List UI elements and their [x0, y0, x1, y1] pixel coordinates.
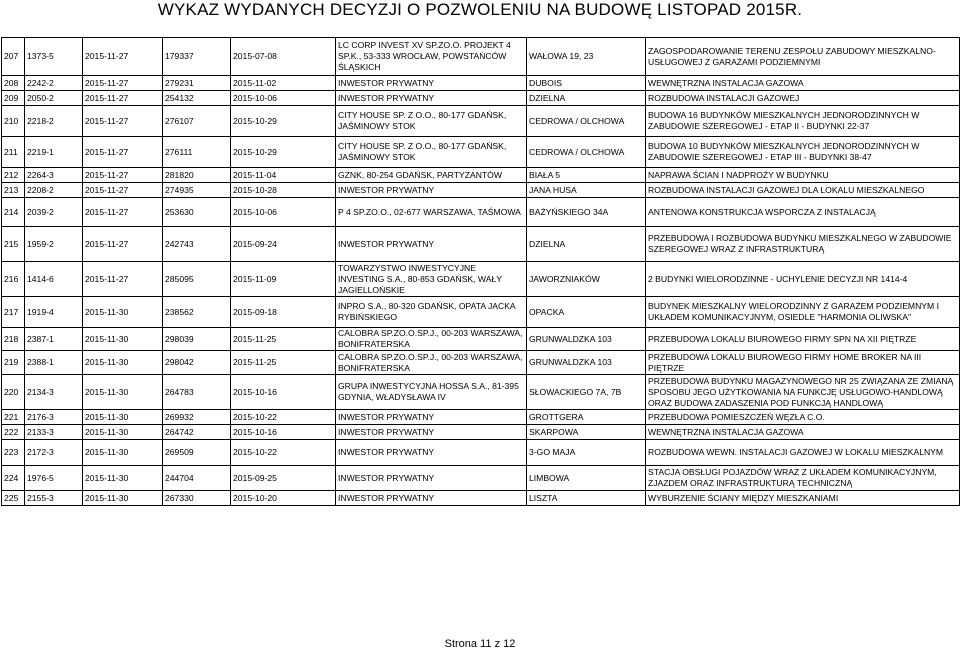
cell-decision-number: 298042	[163, 351, 231, 375]
cell-application-number: 2219-1	[25, 137, 83, 168]
cell-application-number: 2218-2	[25, 106, 83, 137]
cell-decision-number: 242743	[163, 227, 231, 262]
cell-address: JAWORZNIAKÓW	[527, 262, 646, 297]
cell-decision-date: 2015-11-27	[83, 137, 163, 168]
cell-lp: 222	[2, 425, 25, 440]
cell-decision-number: 238562	[163, 297, 231, 328]
table-row	[2, 227, 960, 262]
cell-investor: INWESTOR PRYWATNY	[336, 410, 527, 425]
cell-application-number: 2242-2	[25, 76, 83, 91]
cell-decision-date: 2015-11-27	[83, 183, 163, 198]
cell-application-number: 1414-6	[25, 262, 83, 297]
cell-investor: CALOBRA SP.ZO.O.SP.J., 00-203 WARSZAWA, BONIFRATERSKA	[336, 351, 527, 375]
cell-lp: 211	[2, 137, 25, 168]
cell-decision-date: 2015-11-27	[83, 262, 163, 297]
cell-investor: TOWARZYSTWO INWESTYCYJNE INVESTING S.A., 80-853 GDAŃSK, WAŁY JAGIELLOŃSKIE	[336, 262, 527, 297]
cell-application-date: 2015-11-25	[231, 328, 336, 351]
cell-lp: 219	[2, 351, 25, 375]
cell-lp: 220	[2, 375, 25, 410]
cell-decision-number: 253630	[163, 198, 231, 227]
cell-application-number: 2050-2	[25, 91, 83, 106]
cell-description: ROZBUDOWA INSTALACJI GAZOWEJ DLA LOKALU MIESZKALNEGO	[646, 183, 960, 198]
cell-address: OPACKA	[527, 297, 646, 328]
table-row	[2, 106, 960, 137]
cell-application-date: 2015-09-25	[231, 466, 336, 491]
cell-lp: 212	[2, 168, 25, 183]
cell-investor: INWESTOR PRYWATNY	[336, 183, 527, 198]
cell-lp: 209	[2, 91, 25, 106]
cell-investor: P 4 SP.ZO.O., 02-677 WARSZAWA, TAŚMOWA	[336, 198, 527, 227]
cell-application-number: 2387-1	[25, 328, 83, 351]
cell-lp: 223	[2, 440, 25, 466]
cell-decision-date: 2015-11-27	[83, 91, 163, 106]
cell-decision-date: 2015-11-30	[83, 328, 163, 351]
cell-decision-number: 274935	[163, 183, 231, 198]
cell-lp: 207	[2, 38, 25, 76]
cell-decision-date: 2015-11-27	[83, 168, 163, 183]
cell-lp: 225	[2, 491, 25, 506]
table-row	[2, 425, 960, 440]
cell-decision-date: 2015-11-27	[83, 38, 163, 76]
cell-investor: GRUPA INWESTYCYJNA HOSSA S.A., 81-395 GDYNIA, WŁADYSŁAWA IV	[336, 375, 527, 410]
cell-application-date: 2015-10-28	[231, 183, 336, 198]
cell-description: BUDOWA 10 BUDYNKÓW MIESZKALNYCH JEDNORODZINNYCH W ZABUDOWIE SZEREGOWEJ - ETAP III - BUDYNKI 38-47	[646, 137, 960, 168]
cell-description: WYBURZENIE ŚCIANY MIĘDZY MIESZKANIAMI	[646, 491, 960, 506]
cell-application-number: 2155-3	[25, 491, 83, 506]
cell-description: PRZEBUDOWA BUDYNKU MAGAZYNOWEGO NR 25 ZWIĄZANA ZE ZMIANĄ SPOSOBU JEGO UŻYTKOWANIA NA FUNKCJĘ USŁUGOWO-HANDLOWĄ ORAZ BUDOWA ZADASZENIA POD FUNKCJĄ HANDLOWĄ	[646, 375, 960, 410]
cell-decision-number: 264783	[163, 375, 231, 410]
page-title: WYKAZ WYDANYCH DECYZJI O POZWOLENIU NA BUDOWĘ LISTOPAD 2015R.	[157, 0, 803, 19]
cell-application-number: 2388-1	[25, 351, 83, 375]
cell-lp: 217	[2, 297, 25, 328]
cell-investor: INWESTOR PRYWATNY	[336, 466, 527, 491]
permits-table	[1, 37, 960, 506]
cell-decision-number: 276111	[163, 137, 231, 168]
cell-decision-date: 2015-11-27	[83, 106, 163, 137]
table-row	[2, 76, 960, 91]
cell-description: BUDYNEK MIESZKALNY WIELORODZINNY Z GARAŻEM PODZIEMNYM I UKŁADEM KOMUNIKACYJNYM, OSIEDLE "HARMONIA OLIWSKA"	[646, 297, 960, 328]
cell-description: PRZEBUDOWA I ROZBUDOWA BUDYNKU MIESZKALNEGO W ZABUDOWIE SZEREGOWEJ WRAZ Z INFRASTRUKTURĄ	[646, 227, 960, 262]
cell-description: WEWNĘTRZNA INSTALACJA GAZOWA	[646, 76, 960, 91]
cell-application-date: 2015-11-25	[231, 351, 336, 375]
cell-address: GRUNWALDZKA 103	[527, 328, 646, 351]
cell-application-date: 2015-10-06	[231, 198, 336, 227]
table-row	[2, 262, 960, 297]
cell-description: STACJA OBSŁUGI POJAZDÓW WRAZ Z UKŁADEM KOMUNIKACYJNYM, ZJAZDEM ORAZ INFRASTRUKTURĄ TECHNICZNĄ	[646, 466, 960, 491]
cell-address: GROTTGERA	[527, 410, 646, 425]
cell-description: PRZEBUDOWA LOKALU BIUROWEGO FIRMY HOME BROKER NA III PIĘTRZE	[646, 351, 960, 375]
cell-lp: 214	[2, 198, 25, 227]
cell-application-number: 2133-3	[25, 425, 83, 440]
cell-application-date: 2015-07-08	[231, 38, 336, 76]
cell-investor: INWESTOR PRYWATNY	[336, 91, 527, 106]
table-row	[2, 297, 960, 328]
cell-application-number: 2208-2	[25, 183, 83, 198]
cell-description: ANTENOWA KONSTRUKCJA WSPORCZA Z INSTALACJĄ	[646, 198, 960, 227]
cell-description: ZAGOSPODAROWANIE TERENU ZESPOŁU ZABUDOWY MIESZKALNO-USŁUGOWEJ Z GARAŻAMI PODZIEMNYMI	[646, 38, 960, 76]
cell-application-number: 2134-3	[25, 375, 83, 410]
cell-decision-date: 2015-11-30	[83, 440, 163, 466]
cell-lp: 208	[2, 76, 25, 91]
cell-application-number: 2039-2	[25, 198, 83, 227]
cell-decision-number: 285095	[163, 262, 231, 297]
table-row	[2, 137, 960, 168]
cell-address: DZIELNA	[527, 227, 646, 262]
cell-description: WEWNĘTRZNA INSTALACJA GAZOWA	[646, 425, 960, 440]
cell-investor: GZNK, 80-254 GDAŃSK, PARTYZANTÓW	[336, 168, 527, 183]
cell-address: BAŻYŃSKIEGO 34A	[527, 198, 646, 227]
table-row	[2, 91, 960, 106]
cell-application-date: 2015-10-29	[231, 106, 336, 137]
table-row	[2, 198, 960, 227]
cell-decision-number: 254132	[163, 91, 231, 106]
cell-decision-date: 2015-11-30	[83, 466, 163, 491]
cell-decision-date: 2015-11-30	[83, 425, 163, 440]
cell-decision-date: 2015-11-30	[83, 297, 163, 328]
cell-application-number: 1959-2	[25, 227, 83, 262]
cell-lp: 213	[2, 183, 25, 198]
cell-lp: 221	[2, 410, 25, 425]
cell-description: PRZEBUDOWA POMIESZCZEŃ WĘZŁA C.O.	[646, 410, 960, 425]
cell-address: BIAŁA 5	[527, 168, 646, 183]
cell-lp: 210	[2, 106, 25, 137]
cell-investor: INWESTOR PRYWATNY	[336, 425, 527, 440]
cell-decision-date: 2015-11-27	[83, 76, 163, 91]
cell-address: DZIELNA	[527, 91, 646, 106]
cell-decision-number: 267330	[163, 491, 231, 506]
cell-address: SKARPOWA	[527, 425, 646, 440]
cell-decision-date: 2015-11-27	[83, 198, 163, 227]
cell-decision-date: 2015-11-30	[83, 375, 163, 410]
page-footer: Strona 11 z 12	[444, 638, 516, 650]
cell-lp: 224	[2, 466, 25, 491]
cell-application-date: 2015-10-22	[231, 410, 336, 425]
cell-application-date: 2015-09-24	[231, 227, 336, 262]
table-row	[2, 491, 960, 506]
cell-decision-number: 281820	[163, 168, 231, 183]
cell-decision-number: 269932	[163, 410, 231, 425]
cell-application-number: 1919-4	[25, 297, 83, 328]
cell-application-date: 2015-10-22	[231, 440, 336, 466]
cell-address: LIMBOWA	[527, 466, 646, 491]
cell-application-date: 2015-11-04	[231, 168, 336, 183]
permits-table-body	[2, 38, 960, 506]
cell-address: JANA HUSA	[527, 183, 646, 198]
cell-decision-date: 2015-11-30	[83, 410, 163, 425]
cell-application-number: 1373-5	[25, 38, 83, 76]
cell-description: ROZBUDOWA WEWN. INSTALACJI GAZOWEJ W LOKALU MIESZKALNYM	[646, 440, 960, 466]
cell-decision-date: 2015-11-30	[83, 491, 163, 506]
cell-investor: CITY HOUSE SP. Z O.O., 80-177 GDAŃSK, JAŚMINOWY STOK	[336, 106, 527, 137]
table-row	[2, 183, 960, 198]
cell-description: BUDOWA 16 BUDYNKÓW MIESZKALNYCH JEDNORODZINNYCH W ZABUDOWIE SZEREGOWEJ - ETAP II - BUDYNKI 22-37	[646, 106, 960, 137]
cell-address: CEDROWA / OLCHOWA	[527, 106, 646, 137]
cell-decision-number: 244704	[163, 466, 231, 491]
cell-decision-date: 2015-11-30	[83, 351, 163, 375]
cell-application-number: 1976-5	[25, 466, 83, 491]
table-row	[2, 38, 960, 76]
table-row	[2, 351, 960, 375]
cell-lp: 218	[2, 328, 25, 351]
cell-lp: 216	[2, 262, 25, 297]
cell-address: DUBOIS	[527, 76, 646, 91]
cell-application-date: 2015-11-02	[231, 76, 336, 91]
cell-investor: CITY HOUSE SP. Z O.O., 80-177 GDAŃSK, JAŚMINOWY STOK	[336, 137, 527, 168]
cell-investor: LC CORP INVEST XV SP.ZO.O. PROJEKT 4 SP.K., 53-333 WROCŁAW, POWSTAŃCÓW ŚLĄSKICH	[336, 38, 527, 76]
cell-description: ROZBUDOWA INSTALACJI GAZOWEJ	[646, 91, 960, 106]
table-row	[2, 328, 960, 351]
cell-address: CEDROWA / OLCHOWA	[527, 137, 646, 168]
cell-investor: CALOBRA SP.ZO.O.SP.J., 00-203 WARSZAWA, BONIFRATERSKA	[336, 328, 527, 351]
cell-address: SŁOWACKIEGO 7A, 7B	[527, 375, 646, 410]
cell-description: NAPRAWA ŚCIAN I NADPROŻY W BUDYNKU	[646, 168, 960, 183]
cell-lp: 215	[2, 227, 25, 262]
table-row	[2, 168, 960, 183]
cell-investor: INPRO S.A., 80-320 GDAŃSK, OPATA JACKA RYBIŃSKIEGO	[336, 297, 527, 328]
cell-application-number: 2176-3	[25, 410, 83, 425]
cell-decision-date: 2015-11-27	[83, 227, 163, 262]
cell-address: WAŁOWA 19, 23	[527, 38, 646, 76]
cell-decision-number: 264742	[163, 425, 231, 440]
table-row	[2, 410, 960, 425]
cell-decision-number: 179337	[163, 38, 231, 76]
cell-investor: INWESTOR PRYWATNY	[336, 227, 527, 262]
cell-application-date: 2015-11-09	[231, 262, 336, 297]
cell-application-number: 2264-3	[25, 168, 83, 183]
table-row	[2, 466, 960, 491]
cell-investor: INWESTOR PRYWATNY	[336, 76, 527, 91]
cell-application-date: 2015-10-29	[231, 137, 336, 168]
cell-address: 3-GO MAJA	[527, 440, 646, 466]
cell-application-number: 2172-3	[25, 440, 83, 466]
cell-application-date: 2015-10-06	[231, 91, 336, 106]
cell-application-date: 2015-10-16	[231, 375, 336, 410]
cell-application-date: 2015-10-16	[231, 425, 336, 440]
cell-decision-number: 298039	[163, 328, 231, 351]
cell-description: PRZEBUDOWA LOKALU BIUROWEGO FIRMY SPN NA XII PIĘTRZE	[646, 328, 960, 351]
cell-investor: INWESTOR PRYWATNY	[336, 491, 527, 506]
cell-application-date: 2015-09-18	[231, 297, 336, 328]
cell-description: 2 BUDYNKI WIELORODZINNE - UCHYLENIE DECYZJI NR 1414-4	[646, 262, 960, 297]
table-row	[2, 375, 960, 410]
table-row	[2, 440, 960, 466]
cell-investor: INWESTOR PRYWATNY	[336, 440, 527, 466]
cell-decision-number: 269509	[163, 440, 231, 466]
cell-decision-number: 279231	[163, 76, 231, 91]
cell-address: GRUNWALDZKA 103	[527, 351, 646, 375]
cell-application-date: 2015-10-20	[231, 491, 336, 506]
cell-decision-number: 276107	[163, 106, 231, 137]
cell-address: LISZTA	[527, 491, 646, 506]
